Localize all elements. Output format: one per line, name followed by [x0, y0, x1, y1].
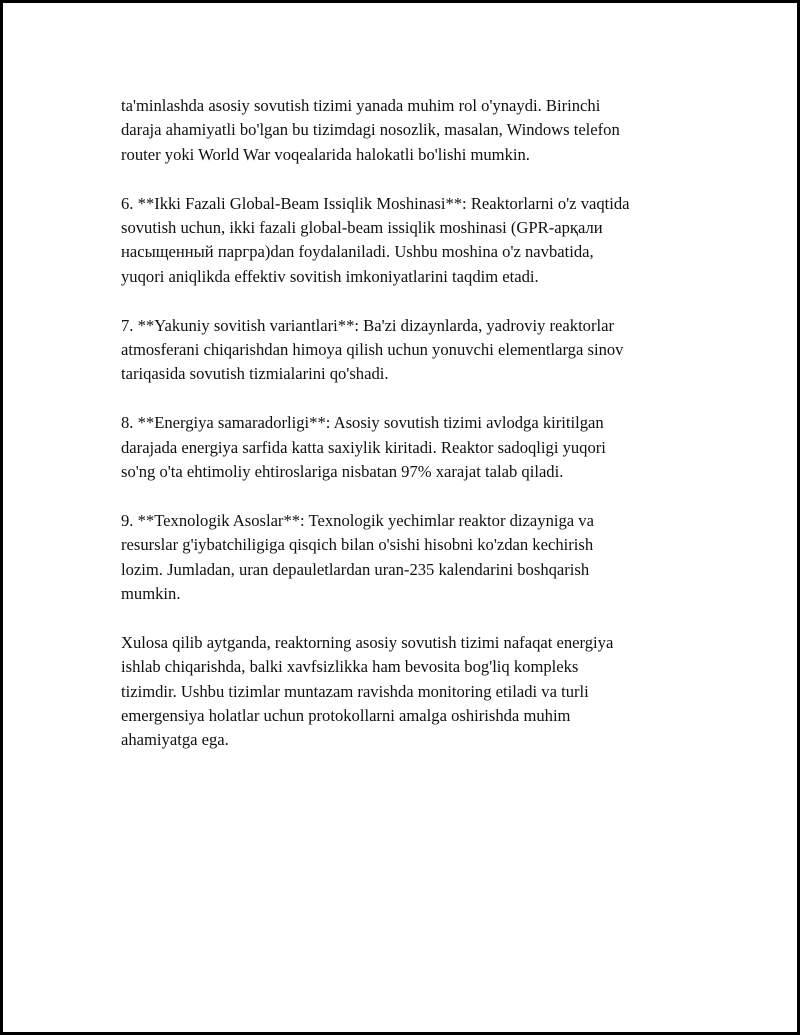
- text-line: yuqori aniqlikda effektiv sovitish imkoniyatlarini taqdim etadi.: [121, 266, 539, 286]
- text-line: resurslar g'iybatchiligiga qisqich bilan o'sishi hisobni ko'zdan kechirish: [121, 535, 594, 555]
- text-line: tariqasida sovutish tizmialarini qo'shadi.: [121, 364, 389, 384]
- text-line: Xulosa qilib aytganda, reaktorning asosiy sovutish tizimi nafaqat energiya: [121, 632, 614, 652]
- text-line: tizimdir. Ushbu tizimlar muntazam ravishda monitoring etiladi va turli: [121, 681, 589, 701]
- text-line: ishlab chiqarishda, balki xavfsizlikka ham bevosita bog'liq kompleks: [121, 657, 579, 677]
- text-line: ta'minlashda asosiy sovutish tizimi yanada muhim rol o'ynaydi. Birinchi: [121, 96, 601, 115]
- text-line: atmosferani chiqarishdan himoya qilish uchun yonuvchi elementlarga sinov: [121, 340, 624, 360]
- text-line: sovutish uchun, ikki fazali global-beam issiqlik moshinasi (GPR-арқали: [121, 218, 603, 238]
- text-line: darajada energiya sarfida katta saxiylik kiritadi. Reaktor sadoqligi yuqori: [121, 437, 606, 457]
- paragraph-item-8: [121, 411, 701, 484]
- text-line: router yoki World War voqealarida halokatli bo'lishi mumkin.: [121, 144, 530, 164]
- text-line: 6. **Ikki Fazali Global-Beam Issiqlik Moshinasi**: Reaktorlarni o'z vaqtida: [121, 193, 630, 213]
- document-body: [121, 94, 701, 777]
- paragraph-conclusion: [121, 631, 701, 753]
- paragraph-item-7: [121, 314, 701, 387]
- text-line: daraja ahamiyatli bo'lgan bu tizimdagi nosozlik, masalan, Windows telefon: [121, 120, 620, 140]
- text-line: насыщенный паргра)dan foydalaniladi. Ushbu moshina o'z navbatida,: [121, 242, 594, 262]
- text-line: 9. **Texnologik Asoslar**: Texnologik yechimlar reaktor dizayniga va: [121, 510, 594, 530]
- text-line: emergensiya holatlar uchun protokollarni amalga oshirishda muhim: [121, 706, 571, 726]
- text-line: so'ng o'ta ehtimoliy ehtiroslariga nisbatan 97% xarajat talab qiladi.: [121, 462, 564, 482]
- text-line: ahamiyatga ega.: [121, 730, 229, 750]
- paragraph-item-9: [121, 509, 701, 607]
- paragraph-intro-continuation: [121, 94, 701, 167]
- text-line: lozim. Jumladan, uran depauletlardan uran-235 kalendarini boshqarish: [121, 559, 590, 579]
- text-line: 7. **Yakuniy sovitish variantlari**: Ba'zi dizaynlarda, yadroviy reaktorlar: [121, 315, 614, 335]
- text-line: mumkin.: [121, 584, 181, 604]
- paragraph-item-6: [121, 192, 701, 290]
- text-line: 8. **Energiya samaradorligi**: Asosiy sovutish tizimi avlodga kiritilgan: [121, 413, 604, 433]
